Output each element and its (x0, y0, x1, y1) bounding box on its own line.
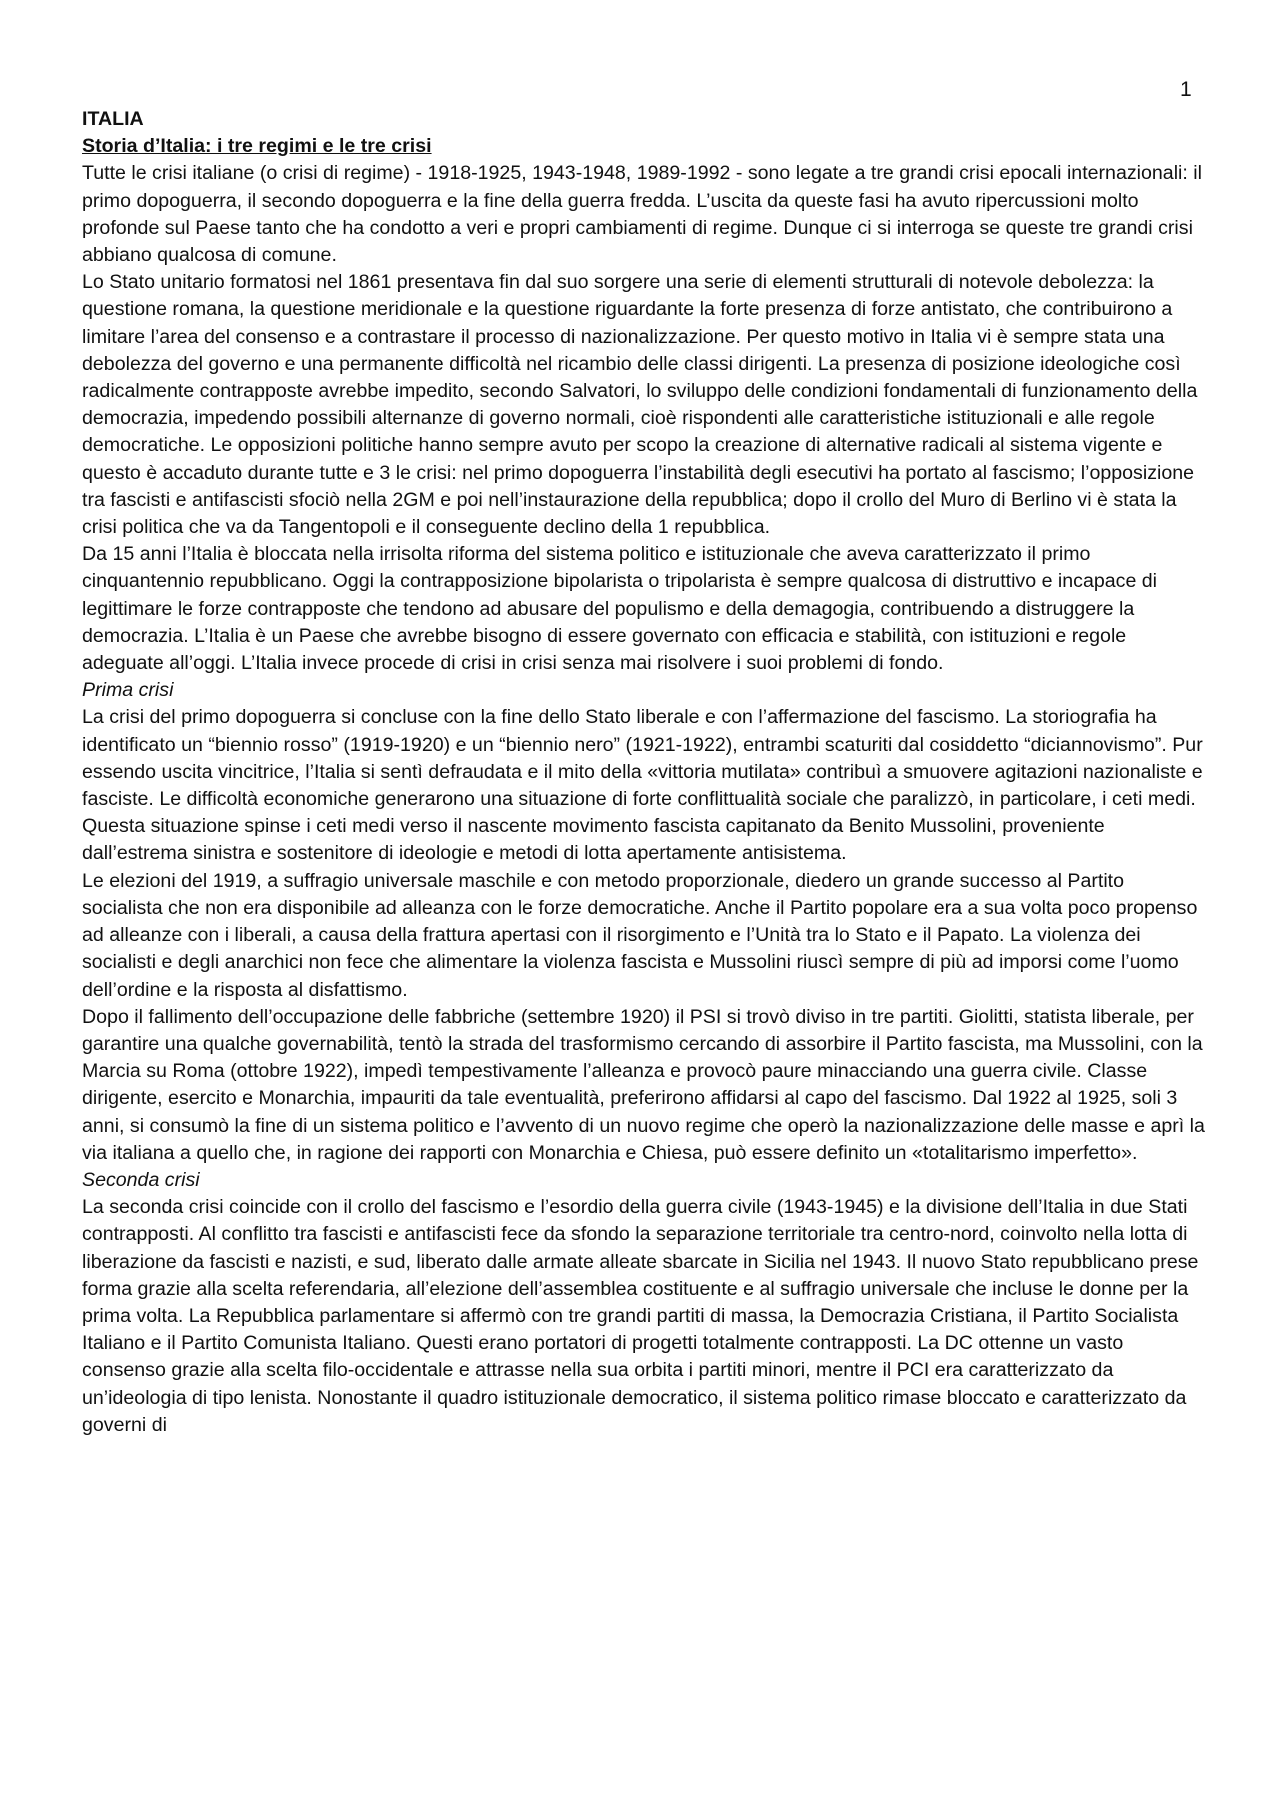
subsection-title-prima-crisi: Prima crisi (82, 679, 174, 702)
page-number: 1 (1180, 78, 1192, 101)
section-title: Storia d’Italia: i tre regimi e le tre crisi (82, 135, 432, 158)
paragraph: La seconda crisi coincide con il crollo del fascismo e l’esordio della guerra civile (1943-1945) e la divisione dell’Italia in due Stati contrapposti. Al conflitto tra fascisti e antifascisti fece da sfondo la separazione territoriale tra centro-nord, coinvolto nella lotta di liberazione da fascisti e nazisti, e sud, liberato dalle armate alleate sbarcate in Sicilia nel 1943. Il nuovo Stato repubblicano prese forma grazie alla scelta referendaria, all’elezione dell’assemblea costituente e al suffragio universale che incluse le donne per la prima volta. La Repubblica parlamentare si affermò con tre grandi partiti di massa, la Democrazia Cristiana, il Partito Socialista Italiano e il Partito Comunista Italiano. Questi erano portatori di progetti totalmente contrapposti. La DC ottenne un vasto consenso grazie alla scelta filo-occidentale e attrasse nella sua orbita i partiti minori, mentre il PCI era caratterizzato da un’ideologia di tipo lenista. Nonostante il quadro istituzionale democratico, il sistema politico rimase bloccato e caratterizzato da governi di (82, 1196, 1199, 1436)
document-body (82, 106, 1210, 1439)
paragraph: La crisi del primo dopoguerra si concluse con la fine dello Stato liberale e con l’affermazione del fascismo. La storiografia ha identificato un “biennio rosso” (1919-1920) e un “biennio nero” (1921-1922), entrambi scaturiti dal cosiddetto “diciannovismo”. Pur essendo uscita vincitrice, l’Italia si sentì defraudata e il mito della «vittoria mutilata» contribuì a smuovere agitazioni nazionaliste e fasciste. Le difficoltà economiche generarono una situazione di forte conflittualità sociale che paralizzò, in particolare, i ceti medi. Questa situazione spinse i ceti medi verso il nascente movimento fascista capitanato da Benito Mussolini, proveniente dall’estrema sinistra e sostenitore di ideologie e metodi di lotta apertamente antisistema. (82, 706, 1203, 865)
subsection-title-seconda-crisi: Seconda crisi (82, 1168, 200, 1191)
paragraph: Da 15 anni l’Italia è bloccata nella irrisolta riforma del sistema politico e istituzionale che aveva caratterizzato il primo cinquantennio repubblicano. Oggi la contrapposizione bipolarista o tripolarista è sempre qualcosa di distruttivo e incapace di legittimare le forze contrapposte che tendono ad abusare del populismo e della demagogia, contribuendo a distruggere la democrazia. L’Italia è un Paese che avrebbe bisogno di essere governato con efficacia e stabilità, con istituzioni e regole adeguate all’oggi. L’Italia invece procede di crisi in crisi senza mai risolvere i suoi problemi di fondo. (82, 543, 1158, 675)
paragraph: Lo Stato unitario formatosi nel 1861 presentava fin dal suo sorgere una serie di elementi strutturali di notevole debolezza: la questione romana, la questione meridionale e la questione riguardante la forte presenza di forze antistato, che contribuirono a limitare l’area del consenso e a contrastare il processo di nazionalizzazione. Per questo motivo in Italia vi è sempre stata una debolezza del governo e una permanente difficoltà nel ricambio delle classi dirigenti. La presenza di posizione ideologiche così radicalmente contrapposte avrebbe impedito, secondo Salvatori, lo sviluppo delle condizioni fondamentali di funzionamento della democrazia, impedendo possibili alternanze di governo normali, cioè rispondenti alle caratteristiche istituzionali e alle regole democratiche. Le opposizioni politiche hanno sempre avuto per scopo la creazione di alternative radicali al sistema vigente e questo è accaduto durante tutte e 3 le crisi: nel primo dopoguerra l’instabilità degli esecutivi ha portato al fascismo; l’opposizione tra fascisti e antifascisti sfociò nella 2GM e poi nell’instaurazione della repubblica; dopo il crollo del Muro di Berlino vi è stata la crisi politica che va da Tangentopoli e il conseguente declino della 1 repubblica. (82, 271, 1198, 539)
paragraph: Le elezioni del 1919, a suffragio universale maschile e con metodo proporzionale, diedero un grande successo al Partito socialista che non era disponibile ad alleanza con le forze democratiche. Anche il Partito popolare era a sua volta poco propenso ad alleanze con i liberali, a causa della frattura apertasi con il risorgimento e l’Unità tra lo Stato e il Papato. La violenza dei socialisti e degli anarchici non fece che alimentare la violenza fascista e Mussolini riuscì sempre di più ad imporsi come l’uomo dell’ordine e la risposta al disfattismo. (82, 869, 1198, 1001)
document-title: ITALIA (82, 108, 144, 130)
paragraph: Tutte le crisi italiane (o crisi di regime) - 1918-1925, 1943-1948, 1989-1992 - sono legate a tre grandi crisi epocali internazionali: il primo dopoguerra, il secondo dopoguerra e la fine della guerra fredda. L’uscita da queste fasi ha avuto ripercussioni molto profonde sul Paese tanto che ha condotto a veri e propri cambiamenti di regime. Dunque ci si interroga se queste tre grandi crisi abbiano qualcosa di comune. (82, 162, 1202, 267)
paragraph: Dopo il fallimento dell’occupazione delle fabbriche (settembre 1920) il PSI si trovò diviso in tre partiti. Giolitti, statista liberale, per garantire una qualche governabilità, tentò la strada del trasformismo cercando di assorbire il Partito fascista, ma Mussolini, con la Marcia su Roma (ottobre 1922), impedì tempestivamente l’alleanza e provocò paure minacciando una guerra civile. Classe dirigente, esercito e Monarchia, impauriti da tale eventualità, preferirono affidarsi al capo del fascismo. Dal 1922 al 1925, soli 3 anni, si consumò la fine di un sistema politico e l’avvento di un nuovo regime che operò la nazionalizzazione delle masse e aprì la via italiana a quello che, in ragione dei rapporti con Monarchia e Chiesa, può essere definito un «totalitarismo imperfetto». (82, 1005, 1205, 1164)
